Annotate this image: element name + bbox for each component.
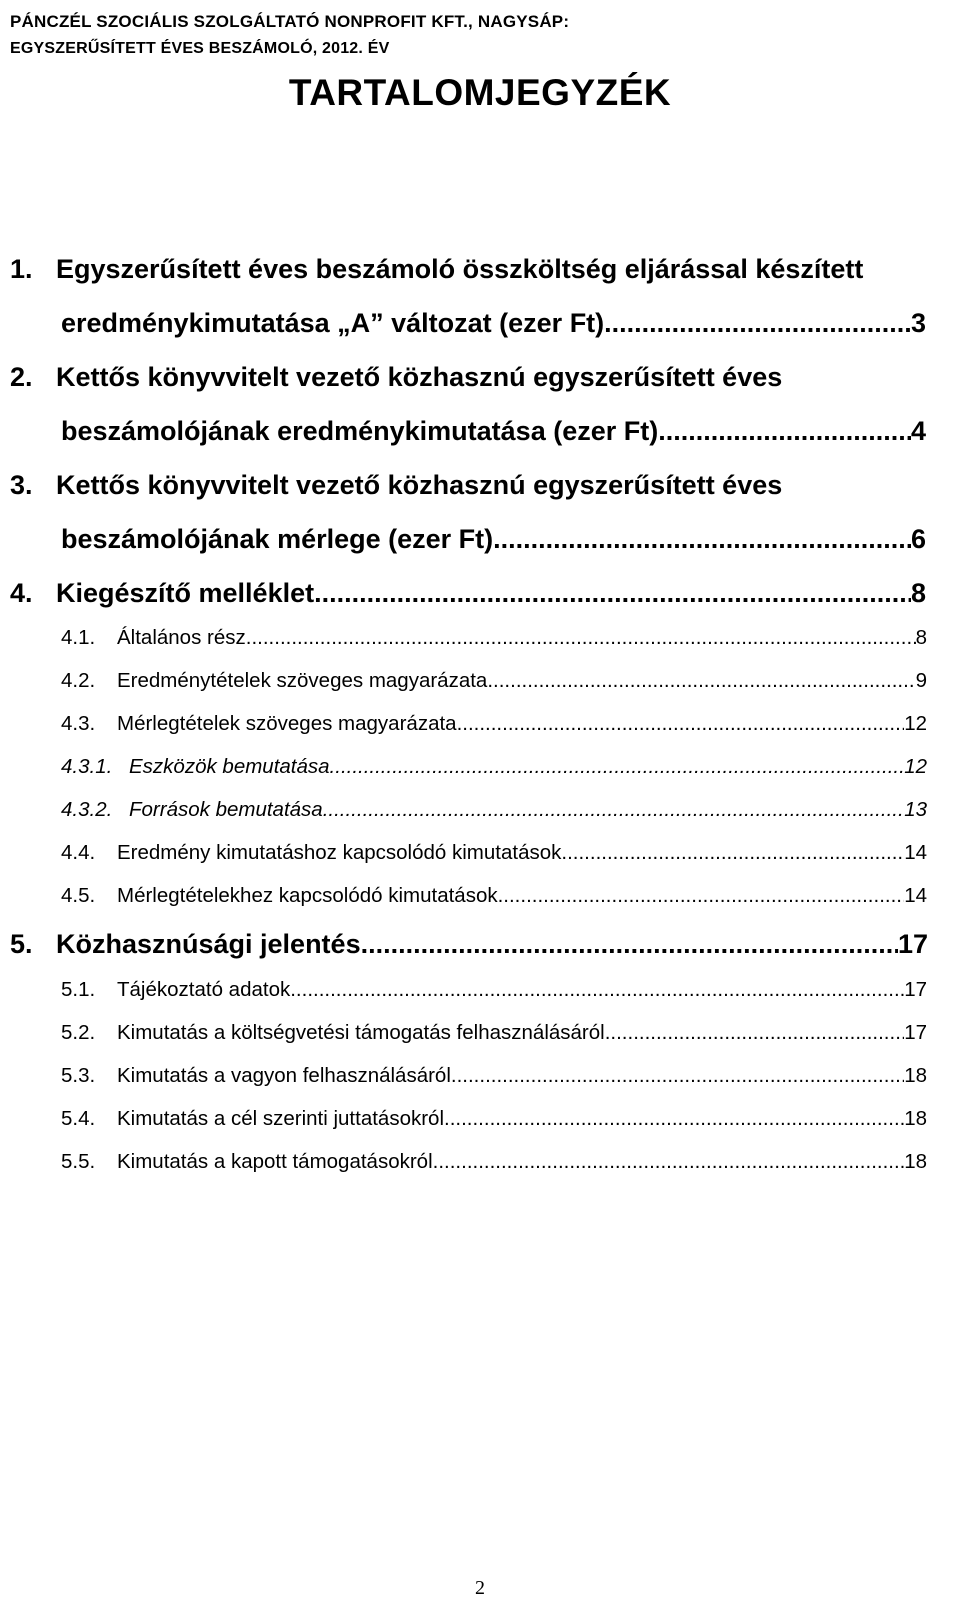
toc-entry-number: 5.3. — [61, 1064, 96, 1087]
toc-page-number: 12 — [904, 712, 927, 735]
toc-dot-leader — [444, 1107, 904, 1131]
toc-entry-number: 4.3.1. — [61, 755, 113, 778]
toc-page-number: 4 — [910, 416, 926, 446]
toc-entry-title: Mérlegtételekhez kapcsolódó kimutatások — [117, 884, 498, 907]
toc-dot-leader — [493, 524, 911, 555]
toc-entry-title: Közhasznúsági jelentés — [56, 929, 361, 959]
toc-entry-4[interactable] — [10, 578, 926, 609]
toc-page-number: 12 — [904, 755, 927, 778]
toc-entry-title: Eredménytételek szöveges magyarázata — [117, 669, 488, 692]
header-report-line: EGYSZERŰSÍTETT ÉVES BESZÁMOLÓ, 2012. ÉV — [10, 40, 390, 57]
toc-page-number: 17 — [904, 1021, 927, 1044]
toc-entry-5-1[interactable] — [61, 978, 927, 1002]
toc-entry-title: Tájékoztató adatok — [117, 978, 291, 1001]
toc-entry-title: Kettős könyvvitelt vezető közhasznú egyszerűsített éves — [56, 362, 783, 392]
toc-entry-5-5[interactable] — [61, 1150, 927, 1174]
toc-page-number: 14 — [904, 841, 927, 864]
toc-entry-title: Kettős könyvvitelt vezető közhasznú egyszerűsített éves — [56, 470, 783, 500]
toc-entry-4-2[interactable] — [61, 669, 927, 693]
toc-entry-number: 5.2. — [61, 1021, 96, 1044]
toc-entry-number: 5.4. — [61, 1107, 96, 1130]
toc-entry-number: 1. — [10, 254, 33, 284]
toc-page-number: 14 — [904, 884, 927, 907]
toc-dot-leader — [605, 1021, 904, 1045]
toc-entry-number: 2. — [10, 362, 33, 392]
toc-page-number: 13 — [904, 798, 927, 821]
toc-page-number: 9 — [915, 669, 927, 692]
toc-entry-number: 4.3.2. — [61, 798, 113, 821]
toc-entry-5[interactable] — [10, 929, 928, 960]
toc-entry-3-second-line[interactable] — [61, 524, 926, 555]
toc-entry-4-3-2[interactable] — [61, 798, 927, 822]
toc-dot-leader — [457, 712, 905, 736]
toc-dot-leader — [246, 626, 916, 650]
header-company-line: PÁNCZÉL SZOCIÁLIS SZOLGÁLTATÓ NONPROFIT KFT., NAGYSÁP: — [10, 12, 570, 31]
toc-entry-number: 5. — [10, 929, 33, 959]
toc-entry-title: beszámolójának mérlege (ezer Ft) — [61, 524, 494, 554]
toc-dot-leader — [604, 308, 911, 339]
toc-dot-leader — [433, 1150, 905, 1174]
toc-entry-number: 5.1. — [61, 978, 96, 1001]
toc-entry-title: Kimutatás a cél szerinti juttatásokról — [117, 1107, 444, 1130]
toc-dot-leader — [314, 578, 911, 609]
toc-entry-title: Források bemutatása — [129, 798, 323, 821]
toc-dot-leader — [498, 884, 905, 908]
toc-entry-number: 5.5. — [61, 1150, 96, 1173]
page-title: TARTALOMJEGYZÉK — [288, 72, 672, 113]
toc-entry-title: Eszközök bemutatása — [129, 755, 330, 778]
toc-entry-4-1[interactable] — [61, 626, 927, 650]
toc-entry-2-second-line[interactable] — [61, 416, 926, 447]
toc-dot-leader — [330, 755, 905, 779]
toc-page-number: 17 — [904, 978, 927, 1001]
toc-entry-number: 4.4. — [61, 841, 96, 864]
toc-entry-title: beszámolójának eredménykimutatása (ezer Ft) — [61, 416, 659, 446]
toc-entry-4-4[interactable] — [61, 841, 927, 865]
toc-entry-title: Eredmény kimutatáshoz kapcsolódó kimutatások — [117, 841, 562, 864]
toc-dot-leader — [323, 798, 904, 822]
toc-page-number: 18 — [904, 1064, 927, 1087]
toc-dot-leader — [451, 1064, 904, 1088]
toc-entry-number: 4. — [10, 578, 33, 608]
toc-entry-number: 4.2. — [61, 669, 96, 692]
toc-entry-4-3[interactable] — [61, 712, 927, 736]
toc-entry-5-2[interactable] — [61, 1021, 927, 1045]
toc-dot-leader — [361, 929, 898, 960]
toc-entry-title: Kimutatás a kapott támogatásokról — [117, 1150, 433, 1173]
toc-entry-title: Kimutatás a költségvetési támogatás felhasználásáról — [117, 1021, 605, 1044]
toc-entry-1-second-line[interactable] — [61, 308, 926, 339]
toc-entry-number: 4.3. — [61, 712, 96, 735]
toc-entry-1-first-line[interactable] — [10, 254, 930, 285]
toc-entry-title: Egyszerűsített éves beszámoló összköltség eljárással készített — [56, 254, 864, 284]
toc-entry-4-3-1[interactable] — [61, 755, 927, 779]
toc-page-number: 17 — [897, 929, 928, 959]
toc-entry-3-first-line[interactable] — [10, 470, 930, 501]
toc-dot-leader — [290, 978, 904, 1002]
toc-page-number: 18 — [904, 1150, 927, 1173]
toc-page-number: 8 — [915, 626, 927, 649]
toc-dot-leader — [561, 841, 904, 865]
toc-entry-number: 4.5. — [61, 884, 96, 907]
toc-entry-4-5[interactable] — [61, 884, 927, 908]
toc-page-number: 6 — [910, 524, 926, 554]
toc-page-number: 3 — [910, 308, 926, 338]
toc-entry-title: Kiegészítő melléklet — [56, 578, 315, 608]
toc-page-number: 8 — [910, 578, 926, 608]
toc-entry-title: Mérlegtételek szöveges magyarázata — [117, 712, 457, 735]
toc-dot-leader — [487, 669, 915, 693]
toc-entry-5-4[interactable] — [61, 1107, 927, 1131]
toc-entry-title: Általános rész — [117, 626, 246, 649]
toc-entry-5-3[interactable] — [61, 1064, 927, 1088]
toc-entry-title: eredménykimutatása „A” változat (ezer Ft) — [61, 308, 605, 338]
toc-entry-2-first-line[interactable] — [10, 362, 930, 393]
toc-entry-number: 4.1. — [61, 626, 96, 649]
toc-page-number: 18 — [904, 1107, 927, 1130]
page-number: 2 — [475, 1577, 485, 1599]
toc-entry-title: Kimutatás a vagyon felhasználásáról — [117, 1064, 451, 1087]
toc-entry-number: 3. — [10, 470, 33, 500]
toc-dot-leader — [658, 416, 911, 447]
